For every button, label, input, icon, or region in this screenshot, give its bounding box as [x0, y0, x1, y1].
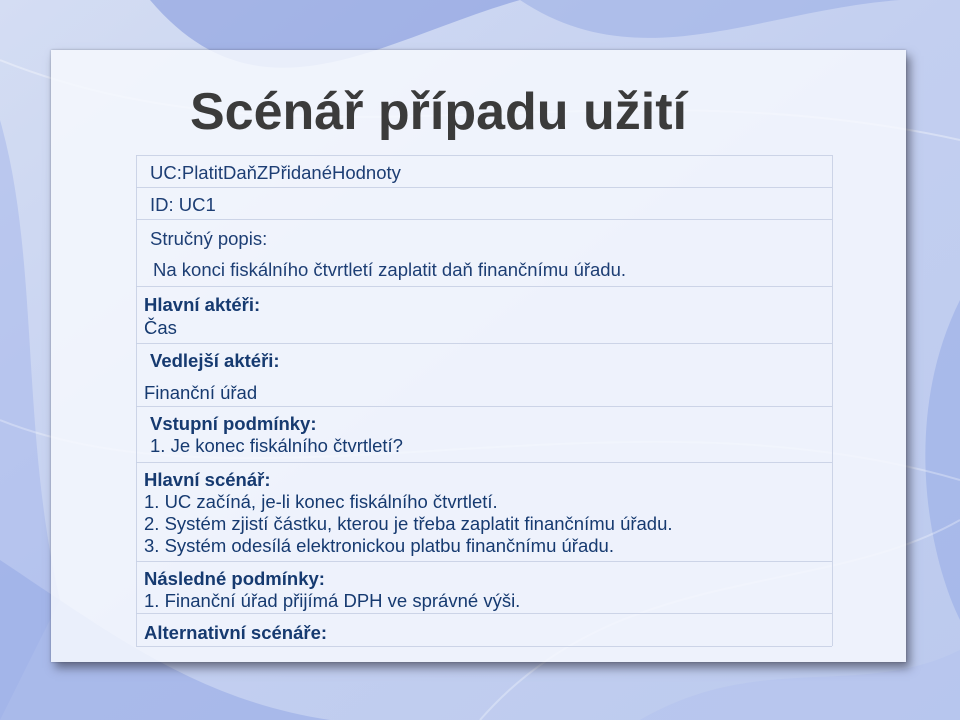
table-row-divider — [136, 646, 832, 647]
postcondition-item: 1. Finanční úřad přijímá DPH ve správné výši. — [144, 590, 521, 611]
table-column-divider — [136, 155, 137, 646]
main-scenario-step: 2. Systém zjistí částku, kterou je třeba zaplatit finančnímu úřadu. — [144, 513, 673, 534]
secondary-actors-label: Vedlejší aktéři: — [150, 350, 280, 371]
brief-description-label: Stručný popis: — [150, 228, 268, 249]
main-scenario-step: 1. UC začíná, je-li konec fiskálního čtvrtletí. — [144, 491, 498, 512]
primary-actors-label: Hlavní aktéři: — [144, 294, 261, 315]
table-row-divider — [136, 219, 832, 220]
postconditions-label: Následné podmínky: — [144, 568, 325, 589]
table-row-divider — [136, 286, 832, 287]
table-row-divider — [136, 343, 832, 344]
table-row-divider — [136, 187, 832, 188]
table-row-divider — [136, 462, 832, 463]
table-row-divider — [136, 561, 832, 562]
secondary-actor: Finanční úřad — [144, 382, 258, 403]
use-case-name: UC:PlatitDaňZPřidanéHodnoty — [150, 162, 401, 183]
alternative-scenarios-label: Alternativní scénáře: — [144, 622, 328, 643]
table-row-divider — [136, 406, 832, 407]
table-row-divider — [136, 613, 832, 614]
main-scenario-step: 3. Systém odesílá elektronickou platbu finančnímu úřadu. — [144, 535, 614, 556]
precondition-item: 1. Je konec fiskálního čtvrtletí? — [150, 435, 403, 456]
preconditions-label: Vstupní podmínky: — [150, 413, 317, 434]
table-column-divider — [832, 155, 833, 646]
brief-description-text: Na konci fiskálního čtvrtletí zaplatit daň finančnímu úřadu. — [153, 259, 627, 280]
use-case-id: ID: UC1 — [150, 194, 216, 215]
table-row-divider — [136, 155, 832, 156]
slide-title: Scénář případu užití — [190, 83, 687, 141]
primary-actor: Čas — [144, 317, 177, 338]
main-scenario-label: Hlavní scénář: — [144, 469, 271, 490]
